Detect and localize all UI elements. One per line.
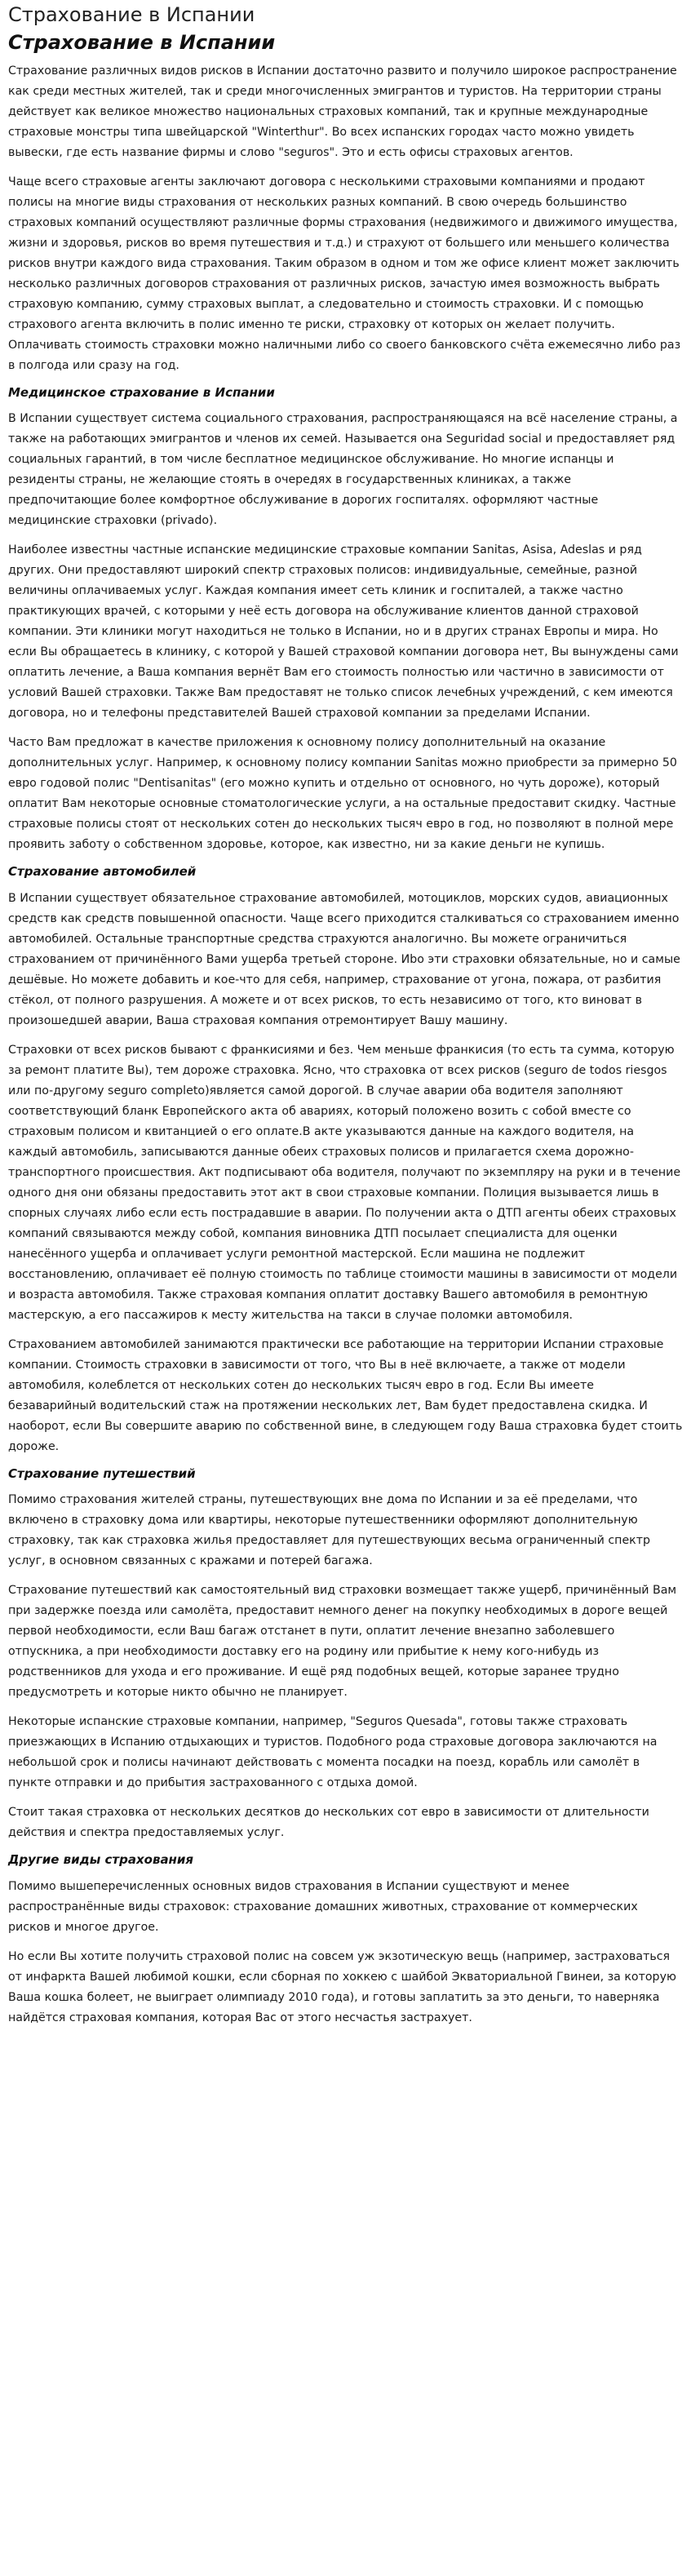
section-travel <box>8 1466 683 1844</box>
paragraph: В Испании существует система социального страхования, распространяющаяся на всё население страны, а также на работающих эмигрантов и членов их семей. Называется она Seguridad social и предоставляет ряд социальных гарантий, в том числе бесплатное медицинское обслуживание. Но многие испанцы и резиденты страны, не желающие стоять в очередях в государственных клиниках, а также предпочитающие более комфортное обслуживание в дорогих госпиталях. оформляют частные медицинские страховки (privado). <box>8 412 678 528</box>
paragraph: Помимо страхования жителей страны, путешествующих вне дома по Испании и за её пределами, что включено в страховку дома или квартиры, некоторые путешественники оформляют дополнительную страховку, так как страховка жилья предоставляет для путешествующих весьма ограниченный спектр услуг, в основном связанных с кражами и потерей багажа. <box>8 1493 651 1568</box>
article-heading: Страхование в Испании <box>8 30 276 54</box>
paragraph: Страхованием автомобилей занимаются практически все работающие на территории Испании страховые компании. Стоимость страховки в зависимости от того, что Вы в неё включаете, а также от модели автомобиля, колеблется от нескольких сотен до нескольких тысяч евро в год. Если Вы имеете безаварийный водительский стаж на протяжении нескольких лет, Вам будет предоставлена скидка. И наоборот, если Вы совершите аварию по собственной вине, в следующем году Ваша страховка будет стоить дороже. <box>8 1337 683 1453</box>
paragraph: Но если Вы хотите получить страховой полис на совсем уж экзотическую вещь (например, застраховаться от инфаркта Вашей любимой кошки, если сборная по хоккею с шайбой Экваториальной Гвинеи, за которую Ваша кошка болеет, не выиграет олимпиаду 2010 года), и готовы заплатить за это деньги, то наверняка найдётся страховая компания, которая Вас от этого несчастья застрахует. <box>8 1949 676 2024</box>
paragraph: Некоторые испанские страховые компании, например, "Seguros Quesada", готовы также страховать приезжающих в Испанию отдыхающих и туристов. Подобного рода страховые договора заключаются на небольшой срок и полисы начинают действовать с момента посадки на поезд, корабль или самолёт в пункте отправки и до прибытия застрахованного с отдыха домой. <box>8 1715 658 1790</box>
paragraph: Страхование различных видов рисков в Испании достаточно развито и получило широкое распространение как среди местных жителей, так и среди многочисленных эмигрантов и туристов. На территории страны действует как великое множество национальных страховых компаний, так и крупные международные страховые монстры типа швейцарской "Winterthur". Во всех испанских городах часто можно увидеть вывески, где есть название фирмы и слово "seguros". Это и есть офисы страховых агентов. <box>8 64 677 159</box>
paragraph: Стоит такая страховка от нескольких десятков до нескольких сот евро в зависимости от длительности действия и спектра предоставляемых услуг. <box>8 1806 649 1840</box>
paragraph: Чаще всего страховые агенты заключают договора с несколькими страховыми компаниями и продают полисы на многие виды страхования от нескольких разных компаний. В свою очередь большинство страховых компаний осуществляют различные формы страхования (недвижимого и движимого имущества, жизни и здоровья, рисков во время путешествия и т.д.) и страхуют от большего или меньшего количества рисков внутри каждого вида страхования. Таким образом в одном и том же офисе клиент может заключить несколько различных договоров страхования от различных рисков, зачастую имея возможность выбрать страховую компанию, сумму страховых выплат, а следовательно и стоимость страховки. И с помощью страхового агента включить в полис именно те риски, страховку от которых он желает получить. Оплачивать стоимость страховки можно наличными либо со своего банковского счёта ежемесячно либо раз в полгода или сразу на год. <box>8 175 681 372</box>
section-heading: Другие виды страхования <box>8 1852 194 1868</box>
page-title: Страхование в Испании <box>8 3 255 26</box>
section-medical <box>8 385 683 856</box>
paragraph: Страхование путешествий как самостоятельный вид страховки возмещает также ущерб, причинённый Вам при задержке поезда или самолёта, предоставит немного денег на покупку необходимых в дороге вещей первой необходимости, если Ваш багаж отстанет в пути, оплатит лечение внезапно заболевшего отпускника, а при необходимости доставку его на родину или прибытие к нему кого-нибудь из родственников для ухода и его проживание. И ещё ряд подобных вещей, которые заранее трудно предусмотреть и которые никто обычно не планирует. <box>8 1584 677 1700</box>
section-heading: Страхование путешествий <box>8 1465 196 1481</box>
section-auto <box>8 864 683 1457</box>
paragraph: В Испании существует обязательное страхование автомобилей, мотоциклов, морских судов, авиационных средств как средств повышенной опасности. Чаще всего приходится сталкиваться со страхованием именно автомобилей. Остальные транспортные средства страхуются аналогично. Вы можете ограничиться страхованием от причинённого Вами ущерба третьей стороне. Иbо эти страховки обязательные, но и самые дешёвые. Но можете добавить и кое-что для себя, например, страхование от угона, пожара, от разбития стёкол, от полного разрушения. А можете и от всех рисков, то есть независимо от того, кто виноват в произошедшей аварии, Ваша страховая компания отремонтирует Вашу машину. <box>8 891 680 1027</box>
paragraph: Помимо вышеперечисленных основных видов страхования в Испании существуют и менее распространённые виды страховок: страхование домашних животных, страхование от коммерческих рисков и многое другое. <box>8 1879 638 1934</box>
article-intro <box>8 61 683 376</box>
section-heading: Страхование автомобилей <box>8 864 197 880</box>
paragraph: Страховки от всех рисков бывают с франкисиями и без. Чем меньше франкисия (то есть та сумма, которую за ремонт платите Вы), тем дороже страховка. Ясно, что страховка от всех рисков (seguro de todos riesgos или по-другому seguro completo)является самой дорогой. В случае аварии оба водителя заполняют соответствующий бланк Европейского акта об авариях, который положено возить с собой вместе со страховым полисом и квитанцией о его оплате.В акте указываются данные на каждого водителя, на каждый автомобиль, записываются данные обеих страховых полисов и прилагается схема дорожно-транспортного происшествия. Акт подписывают оба водителя, получают по экземпляру на руки и в течение одного дня они обязаны предоставить этот акт в свои страховые компании. Полиция вызывается лишь в спорных случаях либо если есть пострадавшие в аварии. По получении акта о ДТП агенты обеих страховых компаний связываются между собой, компания виновника ДТП посылает специалиста для оценки нанесённого ущерба и оплачивает услуги ремонтной мастерской. Если машина не подлежит восстановлению, оплачивает её полную стоимость по таблице стоимости машины в зависимости от модели и возраста автомобиля. Также страховая компания оплатит доставку Вашего автомобиля в ремонтную мастерскую, а его пассажиров к месту жительства на такси в случае поломки автомобиля. <box>8 1043 681 1322</box>
section-other <box>8 1852 683 2028</box>
paragraph: Наиболее известны частные испанские медицинские страховые компании Sanitas, Asisa, Adeslas и ряд других. Они предоставляют широкий спектр страховых полисов: индивидуальные, семейные, разной величины оплачиваемых услуг. Каждая компания имеет сеть клиник и госпиталей, а также частно практикующих врачей, с которыми у неё есть договора на обслуживание клиентов данной страховой компании. Эти клиники могут находиться не только в Испании, но и в других странах Европы и мира. Но если Вы обращаетесь в клинику, с которой у Вашей страховой компании договора нет, Вы вынуждены сами оплатить лечение, а Ваша компания вернёт Вам его стоимость полностью или частично в зависимости от условий Вашей страховки. Также Вам предоставят не только список лечебных учреждений, с кем имеются договора, но и телефоны представителей Вашей страховой компании за пределами Испании. <box>8 543 679 720</box>
paragraph: Часто Вам предложат в качестве приложения к основному полису дополнительный на оказание дополнительных услуг. Например, к основному полису компании Sanitas можно приобрести за примерно 50 евро годовой полис "Dentisanitas" (его можно купить и отдельно от основного, но чуть дороже), который оплатит Вам некоторые основные стоматологические услуги, а на остальные предоставит скидку. Частные страховые полисы стоят от нескольких сотен до нескольких тысяч евро в год, но позволяют в полной мере проявить заботу о собственном здоровье, которое, как известно, ни за какие деньги не купишь. <box>8 736 677 852</box>
section-heading: Медицинское страхование в Испании <box>8 384 275 400</box>
